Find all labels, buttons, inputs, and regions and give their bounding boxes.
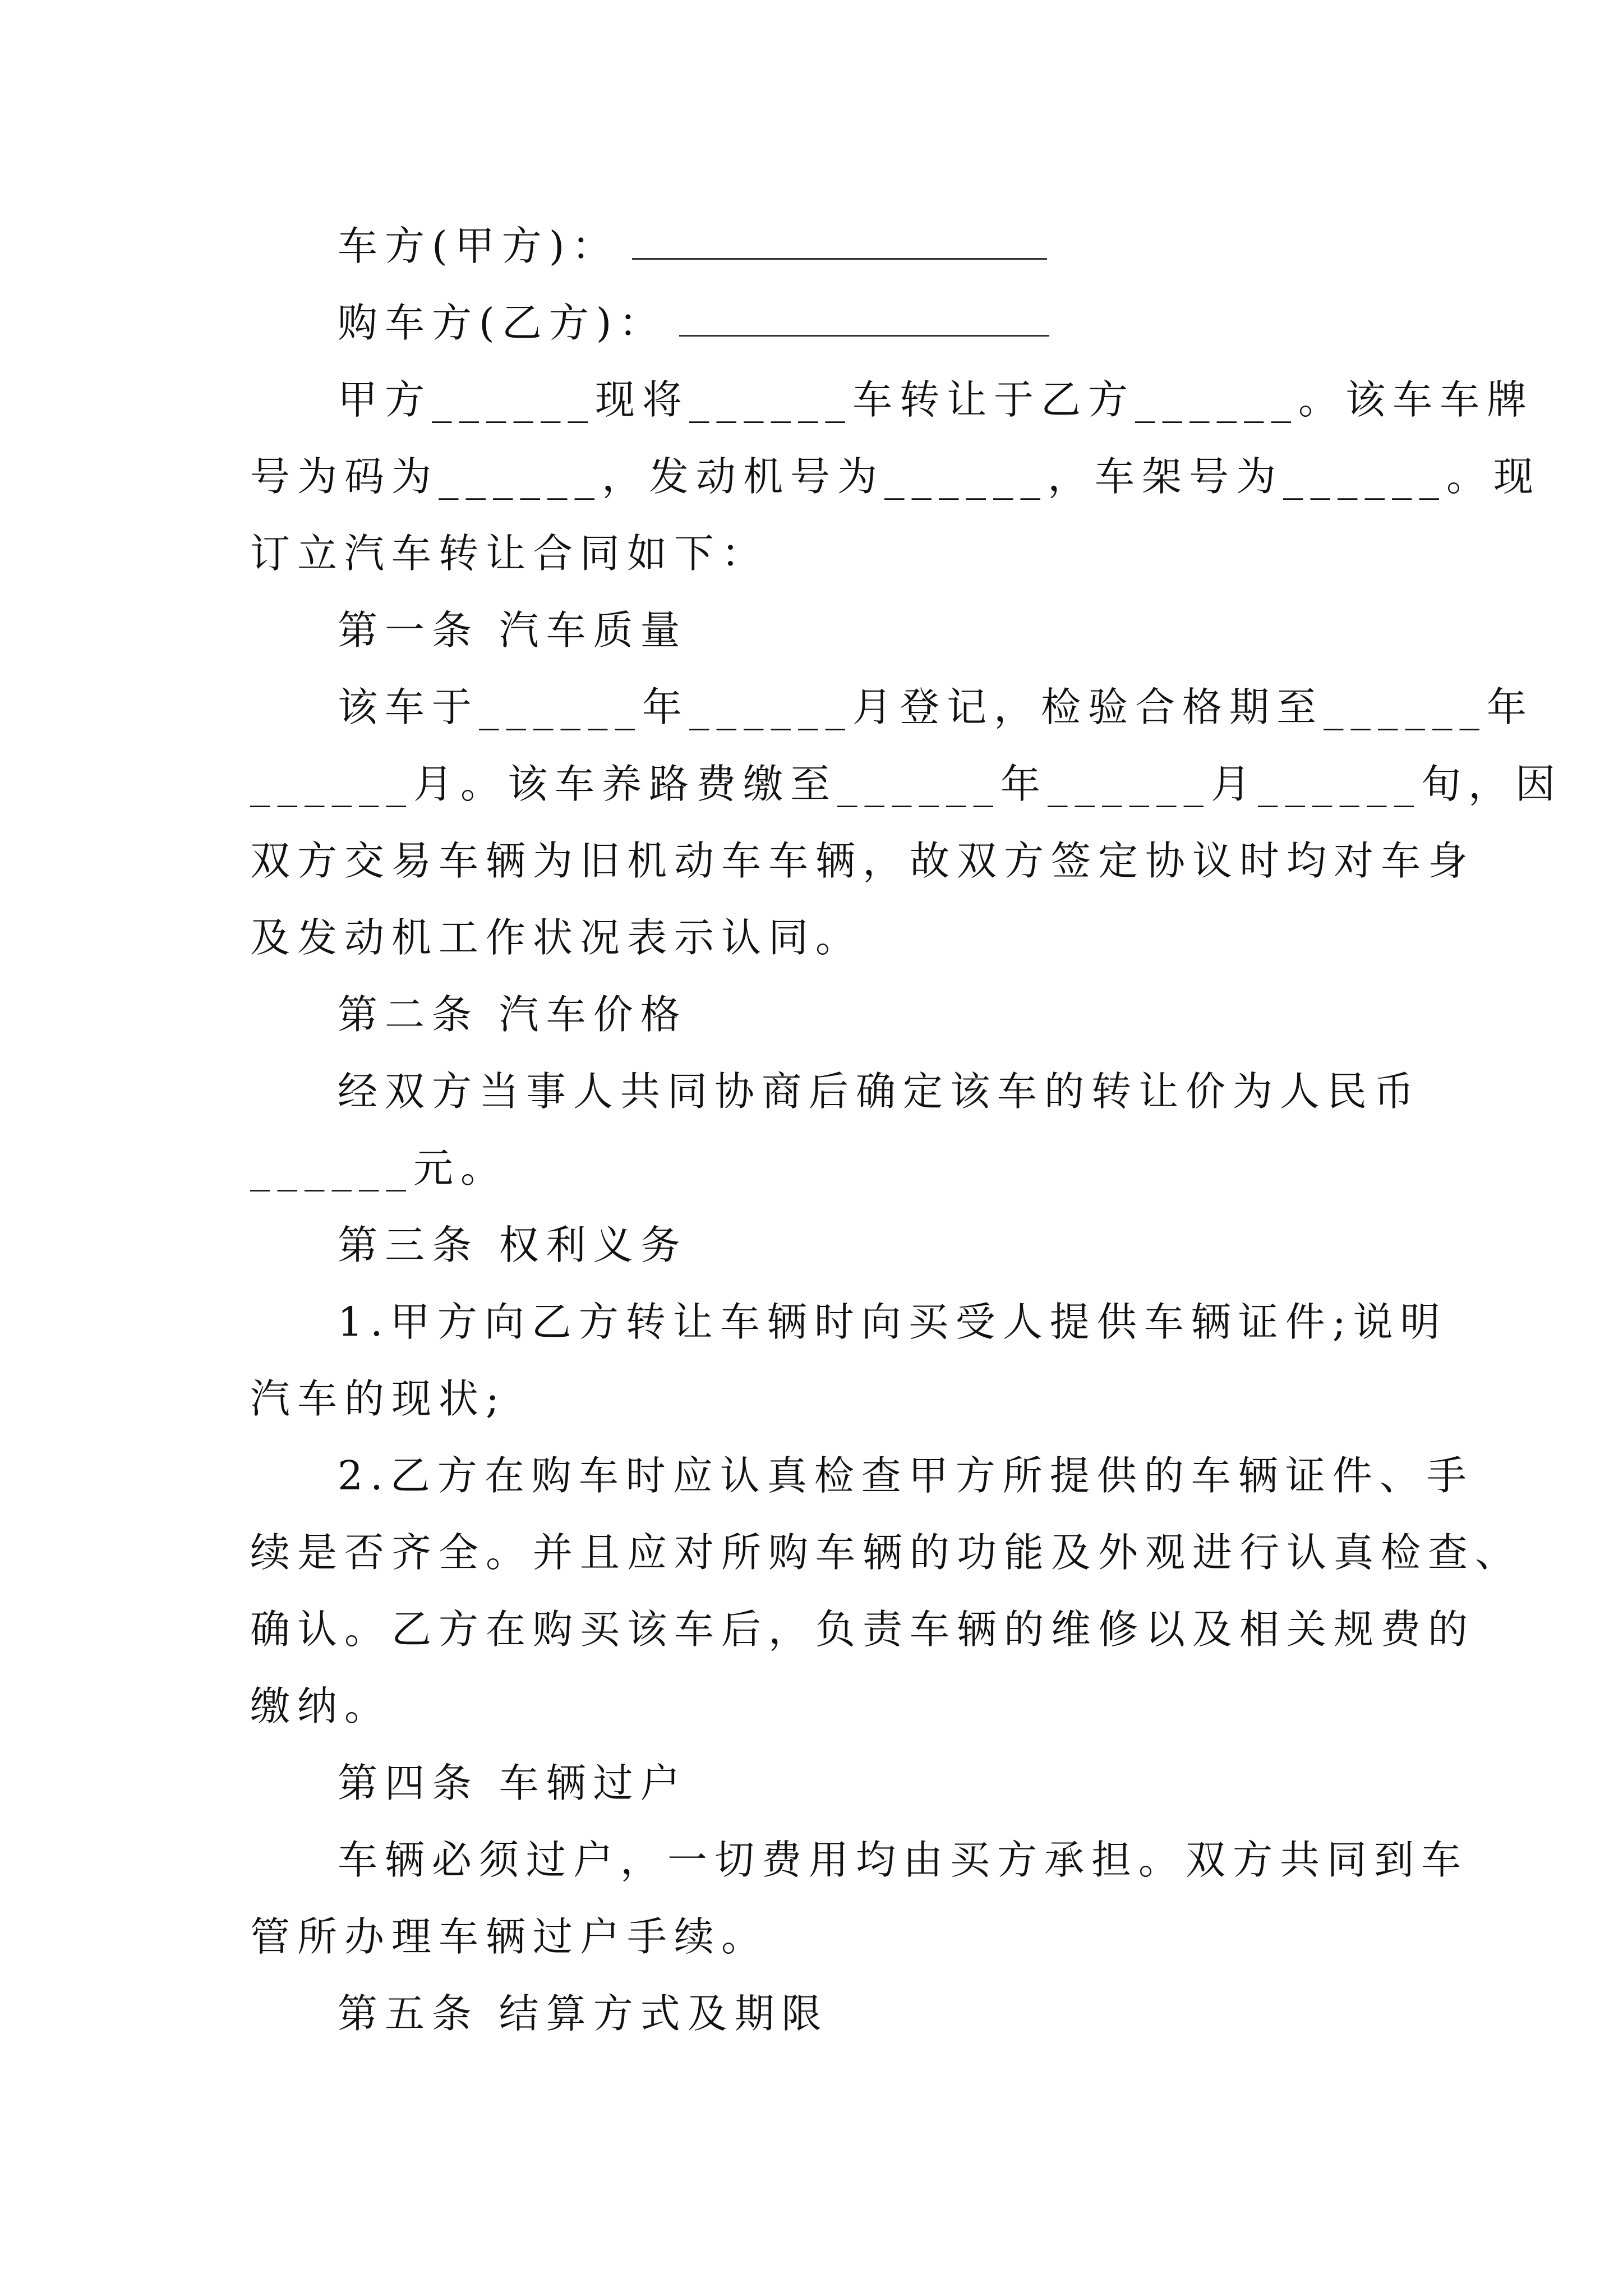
section-heading: 第四条 车辆过户	[338, 1760, 688, 1806]
section-heading: 第三条 权利义务	[338, 1222, 688, 1268]
seller-label: 车方(甲方)：	[338, 223, 619, 269]
paragraph-line: 双方交易车辆为旧机动车车辆，故双方签定协议时均对车身	[250, 838, 1476, 884]
paragraph-line: ______月。该车养路费缴至______年______月______旬，因	[250, 761, 1563, 807]
paragraph-line: 订立汽车转让合同如下：	[250, 530, 769, 577]
paragraph-line: 经双方当事人共同协商后确定该车的转让价为人民币	[338, 1068, 1422, 1115]
paragraph-line: 该车于______年______月登记，检验合格期至______年	[338, 684, 1534, 730]
buyer-line	[250, 284, 1394, 361]
paragraph-line: 汽车的现状;	[250, 1375, 506, 1422]
paragraph-line: 管所办理车辆过户手续。	[250, 1913, 769, 1960]
paragraph-line: 2.乙方在购车时应认真检查甲方所提供的车辆证件、手	[338, 1452, 1474, 1499]
paragraph-line: 确认。乙方在购买该车后，负责车辆的维修以及相关规费的	[250, 1606, 1476, 1653]
paragraph-line: 车辆必须过户，一切费用均由买方承担。双方共同到车	[338, 1837, 1469, 1883]
contract-page	[250, 208, 1563, 2052]
section-heading: 第五条 结算方式及期限	[338, 1990, 829, 2037]
paragraph-line: ______元。	[250, 1145, 508, 1191]
paragraph-line: 号为码为______，发动机号为______，车架号为______。现	[250, 453, 1541, 500]
buyer-label: 购车方(乙方)：	[338, 300, 666, 346]
buyer-name-blank[interactable]	[679, 334, 1049, 337]
seller-name-blank[interactable]	[632, 257, 1047, 260]
section-heading: 第二条 汽车价格	[338, 991, 688, 1038]
paragraph-line: 续是否齐全。并且应对所购车辆的功能及外观进行认真检查、	[250, 1529, 1523, 1576]
paragraph-line: 缴纳。	[250, 1683, 392, 1729]
seller-line	[250, 208, 1394, 284]
paragraph-line: 及发动机工作状况表示认同。	[250, 914, 863, 961]
section-heading: 第一条 汽车质量	[338, 607, 688, 654]
paragraph-line: 甲方______现将______车转让于乙方______。该车车牌	[338, 376, 1534, 423]
paragraph-line: 1.甲方向乙方转让车辆时向买受人提供车辆证件;说明	[338, 1299, 1447, 1345]
